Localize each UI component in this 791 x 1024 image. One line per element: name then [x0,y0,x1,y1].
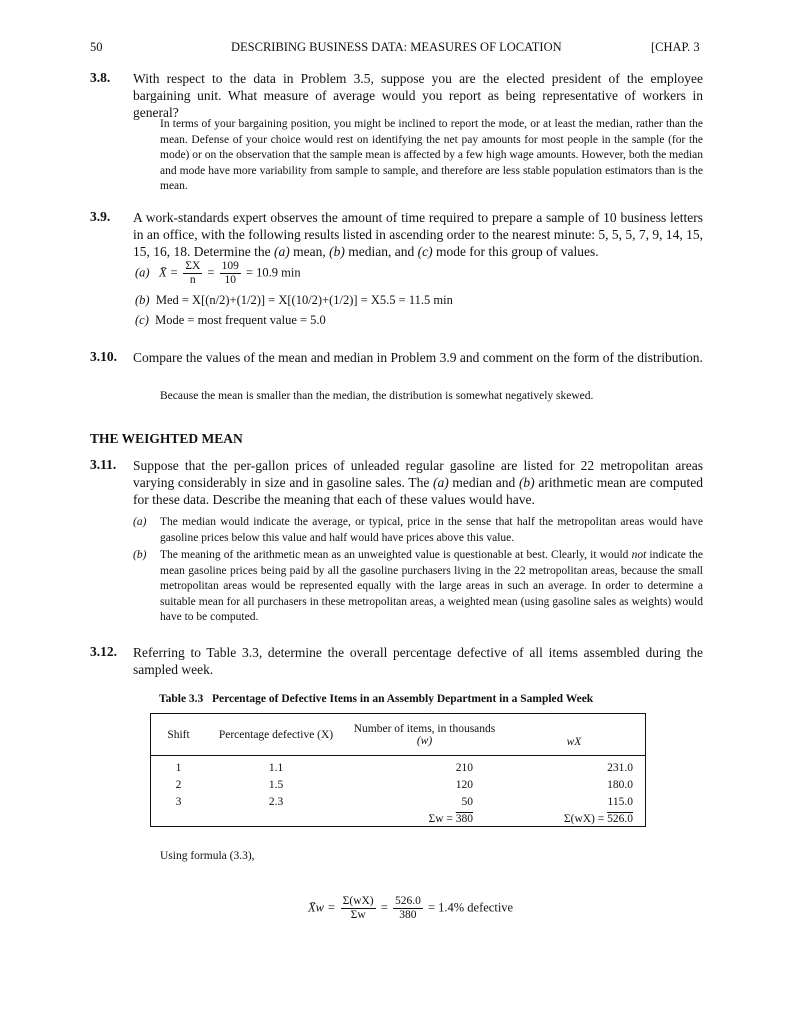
problem-number: 3.9. [90,209,111,224]
chapter-label: [CHAP. 3 [651,40,700,54]
solution-median: (b) Med = X[(n/2)+(1/2)] = X[(10/2)+(1/2)] = X5.5 = 11.5 min [135,293,453,307]
cell-wx: 180.0 [607,778,633,791]
cell-pct: 1.5 [268,778,284,791]
cell-w: 120 [455,778,473,791]
answer-label: (b) [133,549,147,561]
sum-wx: Σ(wX) = 526.0 [563,812,633,825]
fraction: $\frac{\Sigma X}{n}$ [185,260,201,286]
page-number: 50 [90,40,103,54]
weighted-mean-formula: X̄w = $\frac{\Sigma(wX)}{\Sigma w}$ = $\frac{526.0}{380}$ = 1.4% defective [308,895,514,921]
fraction: $\frac{526.0}{380}$ [394,895,421,921]
solution-mean: (a) X̄ = $\frac{\Sigma X}{n}$ = $\frac{109}{10}$ = 10.9 min [135,260,301,286]
problem-number: 3.8. [90,70,111,85]
problem-answer: In terms of your bargaining position, you might be inclined to report the mode, or at least the median, rather than the mean. Defense of your choice would rest on identifying the net pay amounts for most people in the sample (for the mode) or on the observation that the sample mean is affected by a few high wage amounts. However, both the median and mode have more variability from sample to sample, and therefore are less stable population estimators than is the mean. [160,118,703,192]
problem-question: Referring to Table 3.3, determine the overall percentage defective of all items assembled during the sampled week. [133,645,703,677]
fraction: $\frac{109}{10}$ [221,260,239,286]
data-table [150,713,646,827]
problem-question: Compare the values of the mean and median in Problem 3.9 and comment on the form of the distribution. [133,350,703,365]
sum-w: Σw = 380 [428,812,473,825]
problem-question: Suppose that the per-gallon prices of unleaded regular gasoline are listed for 22 metropolitan areas varying considerably in size and in gasoline sales. The (a) median and (b) arithmetic mean are computed for these data. Describe the meaning that each of these values would have. [133,458,703,507]
cell-wx: 115.0 [607,795,633,808]
table-caption: Table 3.3 Percentage of Defective Items in an Assembly Department in a Sampled Week [159,693,594,705]
problem-question: A work-standards expert observes the amount of time required to prepare a sample of 10 business letters in an office, with the following results listed in ascending order to the nearest minute: 5, 5, 5, 7, 9, 14, 15, 15, 16, 18. Determine the (a) mean, (b) median, and (c) mode for this group of values. [133,210,704,259]
cell-w: 210 [455,761,473,774]
problem-number: 3.10. [90,349,117,364]
fraction: $\frac{\Sigma(wX)}{\Sigma w}$ [342,895,374,921]
cell-shift: 1 [175,761,182,774]
running-title: DESCRIBING BUSINESS DATA: MEASURES OF LOCATION [231,40,562,54]
cell-pct: 1.1 [268,761,284,774]
cell-shift: 3 [175,795,182,808]
problem-number: 3.12. [90,644,117,659]
table-rule [151,755,645,756]
header-wx: wX [566,736,582,748]
cell-w: 50 [461,795,473,808]
cell-wx: 231.0 [607,761,633,774]
table-row [151,759,645,776]
problem-number: 3.11. [90,457,117,472]
header-shift: Shift [167,729,190,741]
formula-intro: Using formula (3.3), [160,850,255,862]
header-pct: Percentage defective (X) [218,729,334,741]
table-row [151,776,645,793]
problem-question: With respect to the data in Problem 3.5, suppose you are the elected president of the employee bargaining unit. What measure of average would you report as being representative of workers in general? [133,71,703,120]
problem-answer: The meaning of the arithmetic mean as an unweighted value is questionable at best. Clearly, it would not indicate the mean gasoline prices being paid by all the gasoline purchasers living in the 22 metropolitan areas, because the small metropolitan areas would be represented equally with the large areas in such an average. In order to determine a suitable mean for all purchasers in these metropolitan areas, a weighted mean (using gasoline sales as weights) would have to be computed. [160,549,704,623]
problem-answer: The median would indicate the average, or typical, price in the sense that half the metropolitan areas would have gasoline prices below this value and half would have prices above this value. [160,516,703,544]
answer-label: (a) [133,516,147,528]
section-heading: THE WEIGHTED MEAN [90,431,243,446]
cell-shift: 2 [175,778,182,791]
table-row [151,793,645,810]
problem-answer: Because the mean is smaller than the median, the distribution is somewhat negatively skewed. [160,390,594,402]
solution-mode: (c) Mode = most frequent value = 5.0 [135,313,326,327]
cell-pct: 2.3 [268,795,284,808]
table-row-total [151,810,645,827]
header-items: Number of items, in thousands (w) [353,723,496,747]
